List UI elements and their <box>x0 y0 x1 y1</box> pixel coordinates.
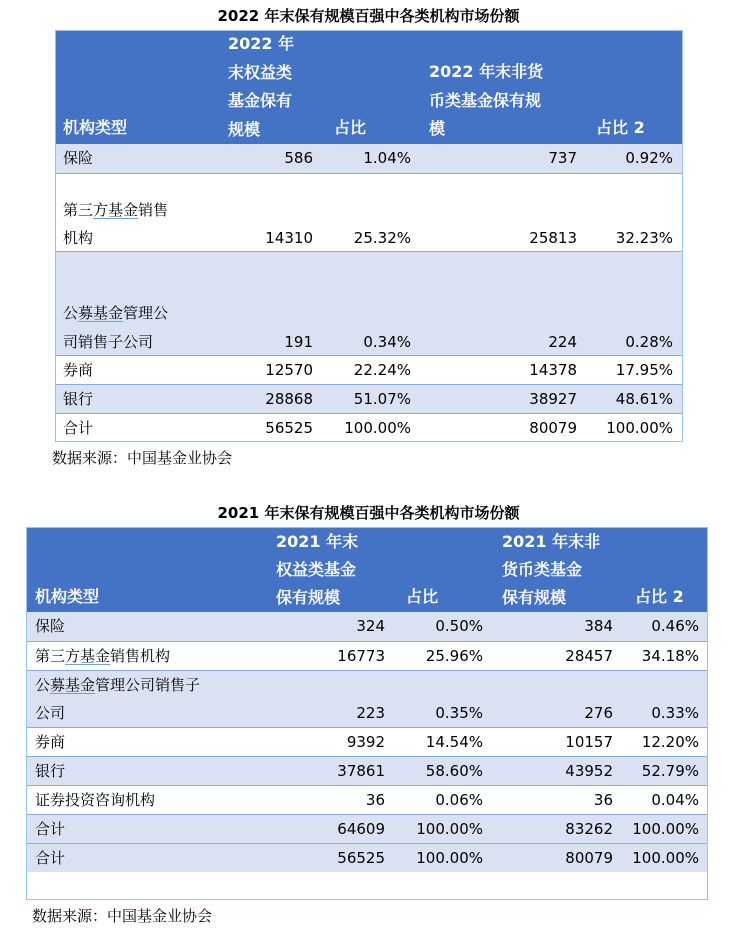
nonmoney-share: 0.04% <box>651 791 699 809</box>
equity-value: 64609 <box>337 820 385 838</box>
institution-name-line2: 机构 <box>63 229 94 247</box>
institution-name: 合计 <box>35 849 66 867</box>
nonmoney-share: 100.00% <box>632 849 699 867</box>
table2-header-equity: 2021 年末 权益类基金 保有规模 <box>276 532 359 607</box>
table2-caption: 2021 年末保有规模百强中各类机构市场份额 <box>217 504 520 522</box>
institution-name: 保险 <box>35 617 66 635</box>
institution-name: 合计 <box>63 419 94 437</box>
equity-share: 0.50% <box>435 617 483 635</box>
institution-name-line2: 公司 <box>35 704 66 722</box>
table2-row <box>27 670 707 727</box>
name-underlined: 募基金 <box>78 304 124 322</box>
equity-value: 191 <box>284 333 313 351</box>
institution-name-line2: 司销售子公司 <box>63 333 154 351</box>
table1-caption: 2022 年末保有规模百强中各类机构市场份额 <box>217 7 520 25</box>
name-part: 第三 <box>35 647 66 665</box>
nonmoney-value: 43952 <box>565 762 613 780</box>
equity-value: 586 <box>284 149 313 167</box>
institution-name: 合计 <box>35 820 66 838</box>
institution-name: 银行 <box>63 390 94 408</box>
equity-share: 0.06% <box>435 791 483 809</box>
table2-row <box>27 756 707 785</box>
name-underlined: 方基金 <box>93 201 139 219</box>
table2-header-row <box>27 528 707 612</box>
institution-name <box>35 671 200 699</box>
equity-value: 223 <box>356 704 385 722</box>
table2-header-share: 占比 <box>406 587 439 606</box>
equity-value: 36 <box>365 791 385 809</box>
name-part: 销售 <box>138 201 169 219</box>
nonmoney-value: 83262 <box>565 820 613 838</box>
equity-value: 14310 <box>265 229 313 247</box>
table2-row <box>27 641 707 670</box>
nonmoney-value: 224 <box>548 333 577 351</box>
equity-value: 37861 <box>337 762 385 780</box>
nonmoney-value: 38927 <box>529 390 577 408</box>
nonmoney-value: 384 <box>584 617 613 635</box>
nonmoney-share: 17.95% <box>615 361 673 379</box>
nonmoney-share: 52.79% <box>641 762 699 780</box>
name-part: 管理公司销售子 <box>95 676 201 694</box>
nonmoney-value: 36 <box>593 791 613 809</box>
equity-value: 12570 <box>265 361 313 379</box>
nonmoney-share: 0.33% <box>651 704 699 722</box>
nonmoney-share: 0.28% <box>625 333 673 351</box>
nonmoney-share: 0.46% <box>651 617 699 635</box>
nonmoney-value: 10157 <box>565 733 613 751</box>
table2-source-note: 数据来源：中国基金业协会 <box>32 907 213 925</box>
nonmoney-value: 80079 <box>529 419 577 437</box>
name-part: 公 <box>63 304 79 322</box>
table1-header-nonmoney: 2022 年末非货 币类基金保有规 模 <box>429 62 544 138</box>
equity-value: 28868 <box>265 390 313 408</box>
institution-name: 券商 <box>63 361 94 379</box>
equity-share: 100.00% <box>344 419 411 437</box>
nonmoney-value: 28457 <box>565 647 613 665</box>
equity-value: 56525 <box>337 849 385 867</box>
nonmoney-share: 32.23% <box>615 229 673 247</box>
institution-name: 券商 <box>35 733 66 751</box>
nonmoney-value: 737 <box>548 149 577 167</box>
institution-name: 证券投资咨询机构 <box>35 791 156 809</box>
nonmoney-share: 0.92% <box>625 149 673 167</box>
table1-source-note: 数据来源：中国基金业协会 <box>52 449 233 467</box>
equity-share: 14.54% <box>425 733 483 751</box>
nonmoney-value: 25813 <box>529 229 577 247</box>
equity-share: 51.07% <box>353 390 411 408</box>
name-underlined: 方基金 <box>65 647 111 665</box>
equity-share: 25.32% <box>353 229 411 247</box>
equity-share: 100.00% <box>416 849 483 867</box>
equity-share: 0.34% <box>363 333 411 351</box>
equity-share: 100.00% <box>416 820 483 838</box>
equity-value: 324 <box>356 617 385 635</box>
equity-share: 22.24% <box>353 361 411 379</box>
table1-border <box>55 30 683 442</box>
name-part: 公 <box>35 676 51 694</box>
institution-name: 银行 <box>35 762 66 780</box>
table1-header-share2: 占比 2 <box>596 118 645 137</box>
table2 <box>27 528 707 872</box>
equity-value: 56525 <box>265 419 313 437</box>
name-part: 管理公 <box>123 304 169 322</box>
nonmoney-share: 12.20% <box>641 733 699 751</box>
nonmoney-value: 276 <box>584 704 613 722</box>
nonmoney-share: 100.00% <box>632 820 699 838</box>
table1-header-share: 占比 <box>334 118 367 137</box>
table2-header-nonmoney: 2021 年末非 货币类基金 保有规模 <box>502 532 601 607</box>
institution-name <box>35 642 170 670</box>
equity-value: 16773 <box>337 647 385 665</box>
nonmoney-share: 48.61% <box>615 390 673 408</box>
equity-share: 58.60% <box>425 762 483 780</box>
institution-name: 保险 <box>63 149 94 167</box>
name-part: 销售机构 <box>110 647 171 665</box>
nonmoney-share: 34.18% <box>641 647 699 665</box>
table2-row <box>27 814 707 843</box>
nonmoney-share: 100.00% <box>606 419 673 437</box>
name-part: 第三 <box>63 201 94 219</box>
table2-header-share2: 占比 2 <box>635 587 684 606</box>
equity-share: 1.04% <box>363 149 411 167</box>
table1-header-type: 机构类型 <box>63 118 128 137</box>
table2-header-type: 机构类型 <box>35 587 100 606</box>
equity-share: 25.96% <box>425 647 483 665</box>
nonmoney-value: 14378 <box>529 361 577 379</box>
equity-value: 9392 <box>346 733 385 751</box>
table2-row <box>27 727 707 756</box>
table1 <box>55 30 683 442</box>
table2-row <box>27 843 707 872</box>
table2-row <box>27 785 707 814</box>
name-underlined: 募基金 <box>50 676 96 694</box>
equity-share: 0.35% <box>435 704 483 722</box>
nonmoney-value: 80079 <box>565 849 613 867</box>
table2-row <box>27 612 707 641</box>
table1-header-equity: 2022 年 末权益类 基金保有 规模 <box>228 34 295 139</box>
